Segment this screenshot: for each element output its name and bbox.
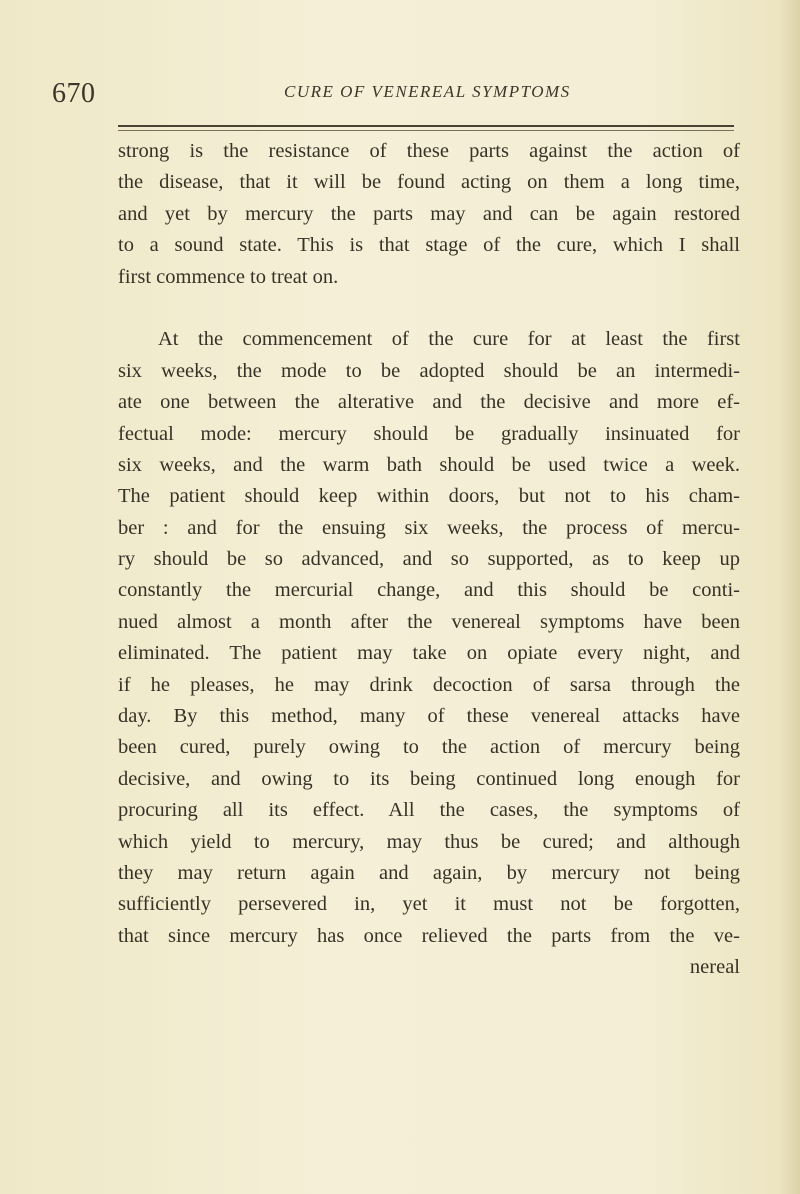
paragraph-2-line: nued almost a month after the venereal symptoms have been — [118, 610, 740, 633]
paragraph-2-line: fectual mode: mercury should be gradually insinuated for — [118, 422, 740, 445]
paragraph-2-line: decisive, and owing to its being continued long enough for — [118, 767, 740, 790]
paragraph-1-line: first commence to treat on. — [118, 265, 339, 288]
header-rule — [118, 125, 734, 127]
paragraph-2-line: six weeks, and the warm bath should be used twice a week. — [118, 453, 740, 476]
catchword: nereal — [689, 956, 740, 979]
page-header — [52, 72, 742, 112]
paragraph-2-line: ry should be so advanced, and so supported, as to keep up — [118, 548, 740, 571]
paragraph-gap — [118, 293, 740, 324]
header-rule-thin — [118, 130, 734, 131]
paragraph-2-line: The patient should keep within doors, but not to his cham- — [118, 485, 740, 508]
paragraph-2-line: they may return again and again, by mercury not being — [118, 861, 740, 884]
paragraph-2-line: eliminated. The patient may take on opiate every night, and — [118, 642, 740, 665]
paragraph-1-line: strong is the resistance of these parts against the action of — [118, 140, 740, 162]
paragraph-1-line: the disease, that it will be found acting on them a long time, — [118, 171, 740, 194]
paragraph-2-line: which yield to mercury, may thus be cured; and although — [118, 830, 740, 853]
paragraph-2-line: ber : and for the ensuing six weeks, the process of mercu- — [118, 516, 740, 539]
paragraph-2-line: six weeks, the mode to be adopted should be an intermedi- — [118, 359, 740, 382]
paragraph-1-line: and yet by mercury the parts may and can be again restored — [118, 202, 740, 225]
paragraph-2-line: if he pleases, he may drink decoction of sarsa through the — [118, 673, 740, 696]
paragraph-2-line: procuring all its effect. All the cases, the symptoms of — [118, 799, 740, 822]
paragraph-2-line: constantly the mercurial change, and this should be conti- — [118, 579, 740, 602]
page-number: 670 — [52, 78, 96, 109]
page-edge-shadow — [778, 0, 800, 1194]
paragraph-2-line: that since mercury has once relieved the parts from the ve- — [118, 924, 740, 947]
paragraph-2-line: At the commencement of the cure for at least the first — [158, 328, 740, 351]
paragraph-2-line: day. By this method, many of these venereal attacks have — [118, 705, 740, 728]
paragraph-2-line: ate one between the alterative and the decisive and more ef- — [118, 391, 740, 414]
paragraph-1-line: to a sound state. This is that stage of the cure, which I shall — [118, 234, 740, 257]
paragraph-2-line: sufficiently persevered in, yet it must not be forgotten, — [118, 893, 740, 916]
body-text — [118, 136, 740, 984]
paragraph-2-line: been cured, purely owing to the action of mercury being — [118, 736, 740, 759]
running-title: CURE OF VENEREAL SYMPTOMS — [284, 82, 571, 101]
